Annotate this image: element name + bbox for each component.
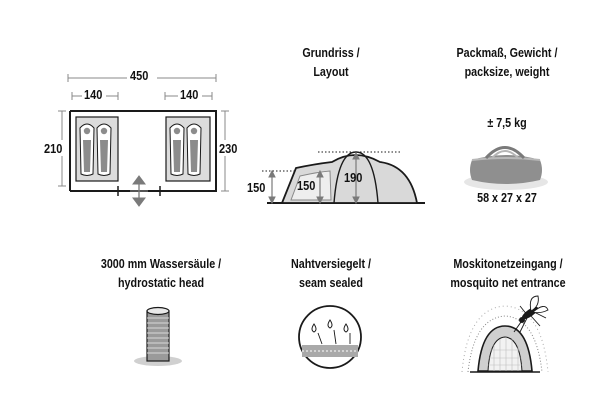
seams-title-line1: Nahtversiegelt / bbox=[290, 257, 372, 271]
left-depth-label: 210 bbox=[44, 142, 63, 156]
pack-title-line2: packsize, weight bbox=[464, 65, 550, 79]
seams-title-line2: seam sealed bbox=[299, 276, 363, 290]
cabin-left-width-label: 140 bbox=[84, 88, 103, 102]
mosquito-title-line1: Moskitonetzeingang / bbox=[453, 257, 563, 271]
total-width-label: 450 bbox=[130, 69, 149, 83]
inner-height-label: 150 bbox=[297, 179, 316, 193]
cabin-right-width-label: 140 bbox=[180, 88, 199, 102]
hydrostatic-title-line2: hydrostatic head bbox=[117, 276, 205, 290]
weight-label: ± 7,5 kg bbox=[487, 116, 527, 130]
layout-title-line2: Layout bbox=[313, 65, 349, 79]
peak-height-label: 190 bbox=[344, 171, 363, 185]
mosquito-title-line2: mosquito net entrance bbox=[450, 276, 566, 290]
pack-dimensions-label: 58 x 27 x 27 bbox=[477, 191, 537, 205]
hydrostatic-title-line1: 3000 mm Wassersäule / bbox=[100, 257, 222, 271]
pack-title-line1: Packmaß, Gewicht / bbox=[456, 46, 558, 60]
layout-title-line1: Grundriss / bbox=[302, 46, 360, 60]
side-height-label: 150 bbox=[247, 181, 266, 195]
right-depth-label: 230 bbox=[219, 142, 238, 156]
